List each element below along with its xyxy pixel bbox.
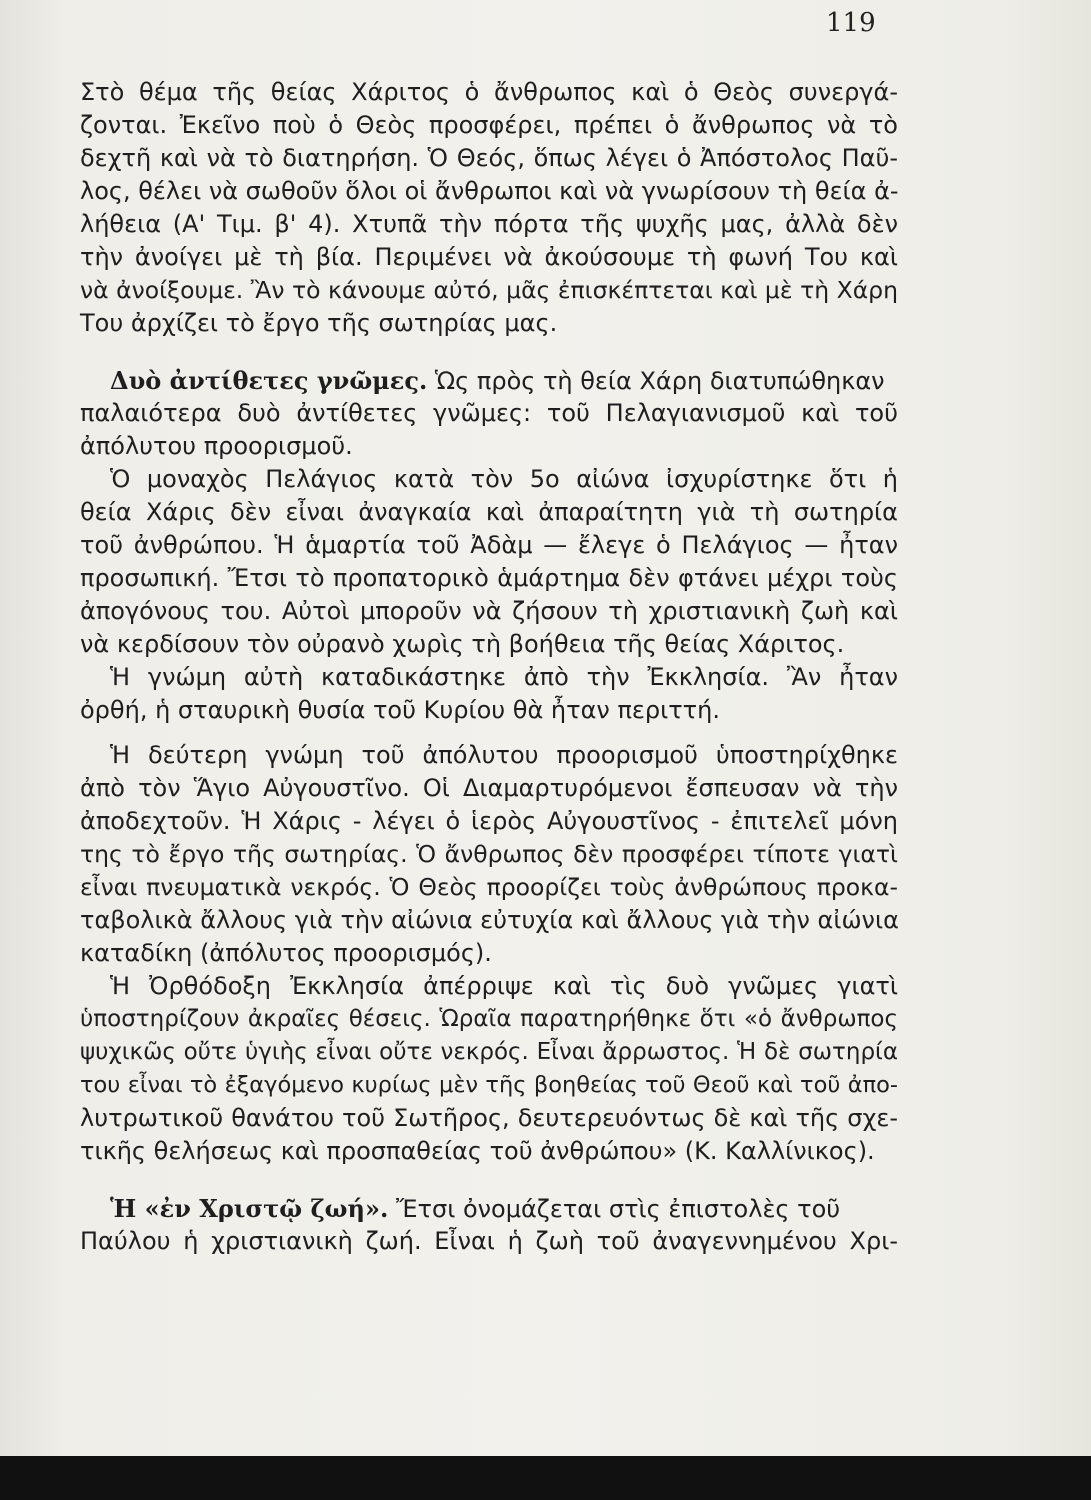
text-line: Του ἀρχίζει τὸ ἔργο τῆς σωτηρίας μας. [80, 309, 558, 337]
text-line: προσωπική. Ἔτσι τὸ προπατορικὸ ἁμάρτημα δὲν φτάνει μέχρι τοὺς [80, 564, 898, 592]
heading-line-text: Ἔτσι ὀνομάζεται στὶς ἐπιστολὲς τοῦ [388, 1195, 841, 1223]
section-heading-line [80, 364, 898, 397]
text-line: Ἡ Ὀρθόδοξη Ἐκκλησία ἀπέρριψε καὶ τὶς δυὸ γνῶμες γιατὶ [110, 972, 898, 1000]
text-line: Στὸ θέμα τῆς θείας Χάριτος ὁ ἄνθρωπος καὶ ὁ Θεὸς συνεργά- [80, 78, 898, 106]
paragraph-gap [80, 727, 898, 739]
text-line: ἀπογόνους του. Αὐτοὶ μποροῦν νὰ ζήσουν τὴ χριστιανικὴ ζωὴ καὶ [80, 597, 898, 625]
text-line: ἀπὸ τὸν Ἅγιο Αὐγουστῖνο. Οἱ Διαμαρτυρόμενοι ἔσπευσαν νὰ τὴν [80, 774, 898, 802]
paragraph [80, 661, 898, 727]
paragraph [80, 76, 898, 340]
text-line: Παύλου ἡ χριστιανικὴ ζωή. Εἶναι ἡ ζωὴ τοῦ ἀναγεννημένου Χρι- [80, 1227, 898, 1255]
paragraph [80, 1192, 898, 1258]
text-line: παλαιότερα δυὸ ἀντίθετες γνῶμες: τοῦ Πελαγιανισμοῦ καὶ τοῦ [80, 399, 898, 427]
text-line: Ἡ γνώμη αὐτὴ καταδικάστηκε ἀπὸ τὴν Ἐκκλησία. Ἂν ἦταν [110, 663, 898, 691]
text-line: τὴν ἀνοίγει μὲ τὴ βία. Περιμένει νὰ ἀκούσουμε τὴ φωνή Του καὶ [80, 243, 898, 271]
paragraph-gap [80, 1168, 898, 1192]
text-line: νὰ κερδίσουν τὸν οὐρανὸ χωρὶς τὴ βοήθεια τῆς θείας Χάριτος. [80, 630, 845, 658]
text-line: ἀπόλυτου προορισμοῦ. [80, 432, 353, 460]
section-heading: Ἡ «ἐν Χριστῷ ζωή». [110, 1194, 389, 1223]
text-line: νὰ ἀνοίξουμε. Ἂν τὸ κάνουμε αὐτό, μᾶς ἐπισκέπτεται καὶ μὲ τὴ Χάρη [80, 276, 898, 304]
text-line: της τὸ ἔργο τῆς σωτηρίας. Ὁ ἄνθρωπος δὲν προσφέρει τίποτε γιατὶ [80, 840, 898, 868]
text-line: λήθεια (Α' Τιμ. β' 4). Χτυπᾶ τὴν πόρτα τῆς ψυχῆς μας, ἀλλὰ δὲν [80, 210, 898, 238]
page-number: 119 [826, 8, 876, 38]
text-line: Ἡ δεύτερη γνώμη τοῦ ἀπόλυτου προορισμοῦ ὑποστηρίχθηκε [110, 741, 898, 769]
text-line: ταβολικὰ ἄλλους γιὰ τὴν αἰώνια εὐτυχία καὶ ἄλλους γιὰ τὴν αἰώνια [80, 906, 899, 934]
paragraph [80, 463, 898, 661]
paragraph-gap [80, 340, 898, 364]
page-body [80, 76, 898, 1258]
text-line: Ὁ μοναχὸς Πελάγιος κατὰ τὸν 5ο αἰώνα ἰσχυρίστηκε ὅτι ἡ [110, 465, 898, 493]
section-heading: Δυὸ ἀντίθετες γνῶμες. [110, 366, 428, 395]
text-line: δεχτῆ καὶ νὰ τὸ διατηρήση. Ὁ Θεός, ὅπως λέγει ὁ Ἀπόστολος Παῦ- [80, 144, 898, 172]
heading-line-text: Ὡς πρὸς τὴ θεία Χάρη διατυπώθηκαν [427, 367, 885, 395]
text-line: λυτρωτικοῦ θανάτου τοῦ Σωτῆρος, δευτερευόντως δὲ καὶ τῆς σχε- [80, 1104, 898, 1132]
paragraph [80, 739, 898, 970]
text-line: θεία Χάρις δὲν εἶναι ἀναγκαία καὶ ἀπαραίτητη γιὰ τὴ σωτηρία [80, 498, 898, 526]
text-line: ἀποδεχτοῦν. Ἡ Χάρις - λέγει ὁ ἱερὸς Αὐγουστῖνος - ἐπιτελεῖ μόνη [80, 807, 898, 835]
text-line: του εἶναι τὸ ἐξαγόμενο κυρίως μὲν τῆς βοηθείας τοῦ Θεοῦ καὶ τοῦ ἀπο- [80, 1072, 898, 1098]
section-heading-line [80, 1192, 898, 1225]
text-line: ψυχικῶς οὔτε ὑγιὴς εἶναι οὔτε νεκρός. Εἶναι ἄρρωστος. Ἡ δὲ σωτηρία [80, 1039, 898, 1065]
paragraph [80, 970, 898, 1168]
text-line: τικῆς θελήσεως καὶ προσπαθείας τοῦ ἀνθρώπου» (Κ. Καλλίνικος). [80, 1137, 875, 1165]
text-line: ὀρθή, ἡ σταυρικὴ θυσία τοῦ Κυρίου θὰ ἦταν περιττή. [80, 696, 720, 724]
text-line: ζονται. Ἐκεῖνο ποὺ ὁ Θεὸς προσφέρει, πρέπει ὁ ἄνθρωπος νὰ τὸ [80, 111, 898, 139]
text-line: τοῦ ἀνθρώπου. Ἡ ἁμαρτία τοῦ Ἀδὰμ — ἔλεγε ὁ Πελάγιος — ἦταν [80, 531, 898, 559]
scan-bottom-edge [0, 1456, 1091, 1500]
paragraph [80, 364, 898, 463]
text-line: ὑποστηρίζουν ἀκραῖες θέσεις. Ὡραῖα παρατηρήθηκε ὅτι «ὁ ἄνθρωπος [80, 1006, 898, 1032]
text-line: λος, θέλει νὰ σωθοῦν ὅλοι οἱ ἄνθρωποι καὶ νὰ γνωρίσουν τὴ θεία ἀ- [80, 177, 899, 205]
text-line: εἶναι πνευματικὰ νεκρός. Ὁ Θεὸς προορίζει τοὺς ἀνθρώπους προκα- [80, 873, 898, 901]
text-line: καταδίκη (ἀπόλυτος προορισμός). [80, 939, 492, 967]
